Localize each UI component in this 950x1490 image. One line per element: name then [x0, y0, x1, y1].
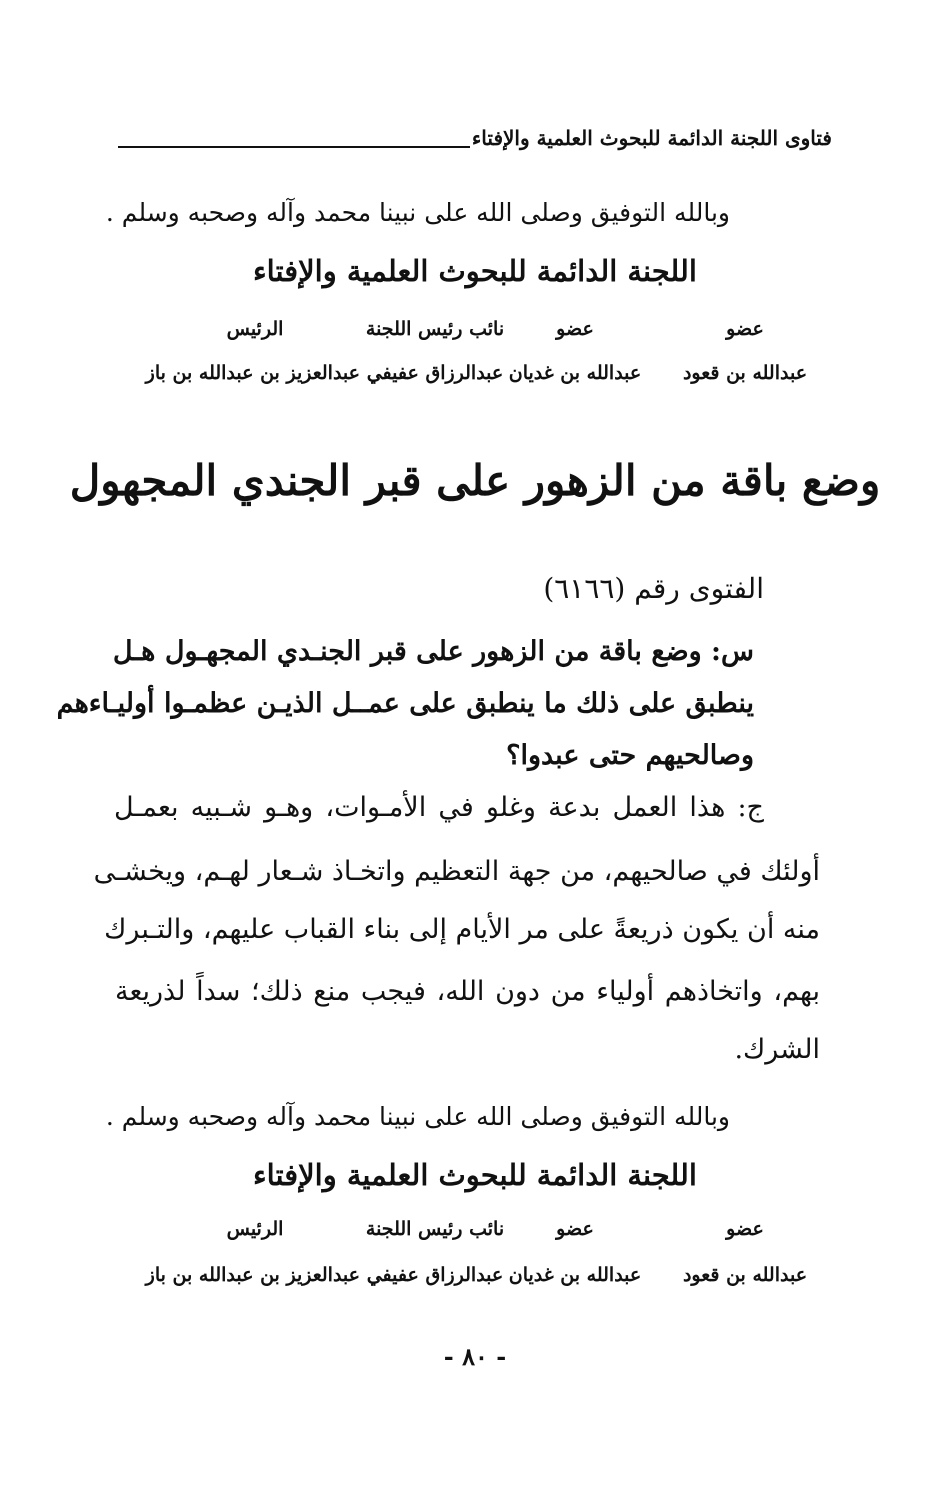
question-line: ينطبق على ذلك ما ينطبق على عمــل الذيـن عظمـوا أوليـاءهم: [56, 688, 754, 719]
name-member-1: عبدالله بن قعود: [682, 362, 808, 384]
closing-formula: وبالله التوفيق وصلى الله على نبينا محمد وآله وصحبه وسلم .: [105, 198, 730, 227]
name-member-1: عبدالله بن قعود: [682, 1264, 808, 1286]
name-chair: عبدالعزيز بن عبدالله بن باز: [145, 1264, 360, 1286]
fatwa-number: الفتوى رقم (٦١٦٦): [543, 572, 764, 605]
question-line: وصالحيهم حتى عبدوا؟: [506, 740, 754, 771]
role-member-1: عضو: [726, 1218, 764, 1240]
page-number: - ٨٠ -: [443, 1342, 507, 1371]
name-deputy-chair: عبدالرزاق عفيفي: [366, 362, 504, 384]
header-rule: [118, 146, 470, 148]
running-title: فتاوى اللجنة الدائمة للبحوث العلمية والإفتاء: [471, 126, 832, 150]
answer-line: ج: هذا العمل بدعة وغلو في الأمـوات، وهـو شـبيه بعمـل: [114, 792, 764, 823]
name-member-2: عبدالله بن غديان: [508, 362, 642, 384]
role-deputy-chair: نائب رئيس اللجنة: [365, 318, 505, 340]
name-deputy-chair: عبدالرزاق عفيفي: [366, 1264, 504, 1286]
committee-name: اللجنة الدائمة للبحوث العلمية والإفتاء: [253, 254, 697, 288]
role-chair: الرئيس: [226, 1218, 284, 1240]
signatory-names: [0, 362, 950, 392]
answer-line: الشرك.: [734, 1034, 820, 1065]
question-line: س: وضع باقة من الزهور على قبر الجنـدي المجهـول هـل: [112, 636, 754, 667]
signatory-names: [0, 1264, 950, 1294]
signatory-roles: [0, 318, 950, 348]
answer-line: منه أن يكون ذريعةً على مر الأيام إلى بناء القباب عليهم، والتـبرك: [104, 914, 820, 945]
name-member-2: عبدالله بن غديان: [508, 1264, 642, 1286]
role-member-1: عضو: [726, 318, 764, 340]
role-member-2: عضو: [556, 318, 594, 340]
answer-line: بهم، واتخاذهم أولياء من دون الله، فيجب منع ذلك؛ سداً لذريعة: [115, 976, 820, 1007]
role-member-2: عضو: [556, 1218, 594, 1240]
closing-formula: وبالله التوفيق وصلى الله على نبينا محمد وآله وصحبه وسلم .: [105, 1102, 730, 1131]
committee-name: اللجنة الدائمة للبحوث العلمية والإفتاء: [253, 1158, 697, 1192]
role-chair: الرئيس: [226, 318, 284, 340]
name-chair: عبدالعزيز بن عبدالله بن باز: [145, 362, 360, 384]
fatwa-title: وضع باقة من الزهور على قبر الجندي المجهول: [69, 456, 881, 505]
role-deputy-chair: نائب رئيس اللجنة: [365, 1218, 505, 1240]
signatory-roles: [0, 1218, 950, 1248]
running-header: [118, 118, 832, 158]
answer-line: أولئك في صالحيهم، من جهة التعظيم واتخـاذ شـعار لهـم، ويخشـى: [93, 856, 820, 887]
